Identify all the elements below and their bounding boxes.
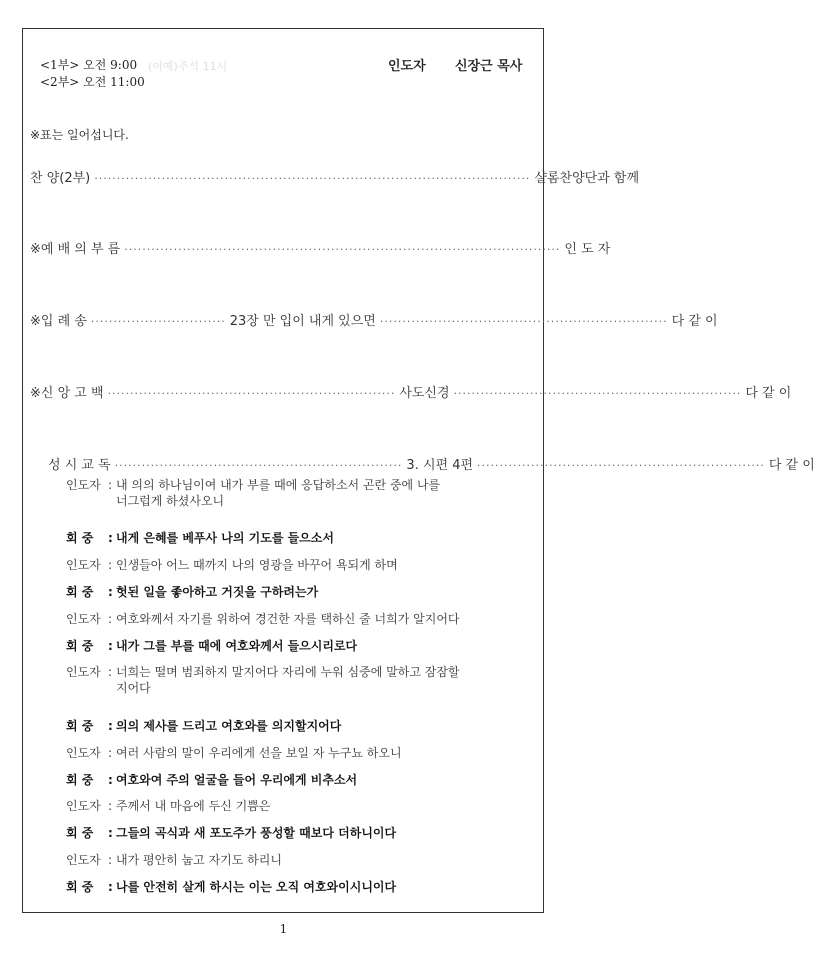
leader-dots: ································································································· xyxy=(94,172,531,185)
leader-name: 신장근 목사 xyxy=(455,59,523,74)
reading-continuation: 지어다 xyxy=(116,681,151,695)
schedule-part2: <2부> 오전 11:00 xyxy=(40,75,145,89)
leader-dots: ································································ xyxy=(107,387,396,400)
role-label: 회 중 xyxy=(66,826,94,840)
reading-text: 여호와여 주의 얼굴을 들어 우리에게 비추소서 xyxy=(116,773,358,787)
order-right: 샬롬찬양단과 함께 xyxy=(534,171,640,186)
reading-text: 너희는 떨며 범죄하지 말지어다 자리에 누워 심중에 말하고 잠잠할 xyxy=(116,665,460,679)
order-item-creed xyxy=(30,382,792,401)
role-label: 인도자 xyxy=(66,478,101,492)
order-right: 인 도 자 xyxy=(564,242,611,257)
reading-line-congregation: 회 중 : 헛된 일을 좋아하고 거짓을 구하려는가 xyxy=(66,585,319,599)
reading-text: 내가 그를 부를 때에 여호와께서 들으시리로다 xyxy=(116,639,358,653)
order-item-responsive-reading xyxy=(48,454,815,473)
role-label: 인도자 xyxy=(66,612,101,626)
order-item-praise xyxy=(30,167,640,186)
leader-dots: ······························ xyxy=(90,315,226,328)
reading-text: 여러 사람의 말이 우리에게 선을 보일 자 누구뇨 하오니 xyxy=(116,746,402,760)
role-label: 인도자 xyxy=(66,853,101,867)
leader-label: 인도자 xyxy=(388,59,426,74)
order-middle: 23장 만 입이 내게 있으면 xyxy=(229,314,376,329)
order-label: 찬 양(2부) xyxy=(30,171,91,186)
reading-line-congregation: 회 중 : 나를 안전히 살게 하시는 이는 오직 여호와이시니이다 xyxy=(66,880,397,894)
standing-note: ※표는 일어섭니다. xyxy=(30,128,129,142)
faded-schedule-text: (어예)주석 11시 xyxy=(148,60,228,73)
role-label: 인도자 xyxy=(66,799,101,813)
role-label: 회 중 xyxy=(66,639,94,653)
leader-dots: ································································ xyxy=(379,315,668,328)
reading-text: 주께서 내 마음에 두신 기쁨은 xyxy=(116,799,271,813)
reading-line-leader: 인도자 : 인생들아 어느 때까지 나의 영광을 바꾸어 욕되게 하며 xyxy=(66,558,398,572)
reading-text: 나를 안전히 살게 하시는 이는 오직 여호와이시니이다 xyxy=(116,880,397,894)
reading-text: 인생들아 어느 때까지 나의 영광을 바꾸어 욕되게 하며 xyxy=(116,558,398,572)
reading-continuation: 너그럽게 하셨사오니 xyxy=(116,494,225,508)
reading-line-congregation: 회 중 : 내가 그를 부를 때에 여호와께서 들으시리로다 xyxy=(66,639,358,653)
leader-dots: ································································ xyxy=(477,459,765,472)
reading-line-leader: 인도자 : 주께서 내 마음에 두신 기쁨은 xyxy=(66,799,271,813)
schedule-part1: <1부> 오전 9:00 xyxy=(40,58,138,72)
role-label: 회 중 xyxy=(66,880,94,894)
reading-line-congregation: 회 중 : 여호와여 주의 얼굴을 들어 우리에게 비추소서 xyxy=(66,773,358,787)
reading-line-leader: 인도자 : 여러 사람의 말이 우리에게 선을 보일 자 누구뇨 하오니 xyxy=(66,746,402,760)
role-label: 회 중 xyxy=(66,585,94,599)
reading-text: 그들의 곡식과 새 포도주가 풍성할 때보다 더하니이다 xyxy=(116,826,397,840)
reading-text: 내 의의 하나님이여 내가 부를 때에 응답하소서 곤란 중에 나를 xyxy=(116,478,441,492)
leader-dots: ································································ xyxy=(453,387,742,400)
role-label: 회 중 xyxy=(66,773,94,787)
order-label: 성 시 교 독 xyxy=(48,458,111,473)
reading-line-congregation: 회 중 : 내게 은혜를 베푸사 나의 기도를 들으소서 xyxy=(66,531,334,545)
reading-text: 내가 평안히 눕고 자기도 하리니 xyxy=(116,853,282,867)
role-label: 인도자 xyxy=(66,665,101,679)
order-middle: 사도신경 xyxy=(399,386,450,401)
reading-line-leader: 인도자 : 여호와께서 자기를 위하여 경건한 자를 택하신 줄 너희가 알지어다 xyxy=(66,612,460,626)
order-label: ※신 앙 고 백 xyxy=(30,386,104,401)
order-middle: 3. 시편 4편 xyxy=(406,458,474,473)
role-label: 회 중 xyxy=(66,719,94,733)
order-right: 다 같 이 xyxy=(768,458,815,473)
role-label: 인도자 xyxy=(66,558,101,572)
leader-dots: ································································ xyxy=(114,459,403,472)
role-label: 회 중 xyxy=(66,531,94,545)
leader-dots: ································································································· xyxy=(124,243,561,256)
reading-line-congregation: 회 중 : 그들의 곡식과 새 포도주가 풍성할 때보다 더하니이다 xyxy=(66,826,397,840)
reading-text: 헛된 일을 좋아하고 거짓을 구하려는가 xyxy=(116,585,319,599)
reading-text: 내게 은혜를 베푸사 나의 기도를 들으소서 xyxy=(116,531,334,545)
reading-line-leader: 인도자 : 내 의의 하나님이여 내가 부를 때에 응답하소서 곤란 중에 나를 너그럽게 하셨사오니 xyxy=(66,478,441,508)
order-right: 다 같 이 xyxy=(671,314,718,329)
order-right: 다 같 이 xyxy=(745,386,792,401)
order-label: ※예 배 의 부 름 xyxy=(30,242,121,257)
reading-text: 여호와께서 자기를 위하여 경건한 자를 택하신 줄 너희가 알지어다 xyxy=(116,612,460,626)
reading-line-congregation: 회 중 : 의의 제사를 드리고 여호와를 의지할지어다 xyxy=(66,719,342,733)
page-number: 1 xyxy=(279,922,288,936)
order-item-entrance-hymn xyxy=(30,310,718,329)
order-label: ※입 례 송 xyxy=(30,314,87,329)
reading-line-leader: 인도자 : 너희는 떨며 범죄하지 말지어다 자리에 누워 심중에 말하고 잠잠할 지어다 xyxy=(66,665,460,695)
reading-text: 의의 제사를 드리고 여호와를 의지할지어다 xyxy=(116,719,342,733)
reading-line-leader: 인도자 : 내가 평안히 눕고 자기도 하리니 xyxy=(66,853,282,867)
order-item-call-to-worship xyxy=(30,238,611,257)
role-label: 인도자 xyxy=(66,746,101,760)
